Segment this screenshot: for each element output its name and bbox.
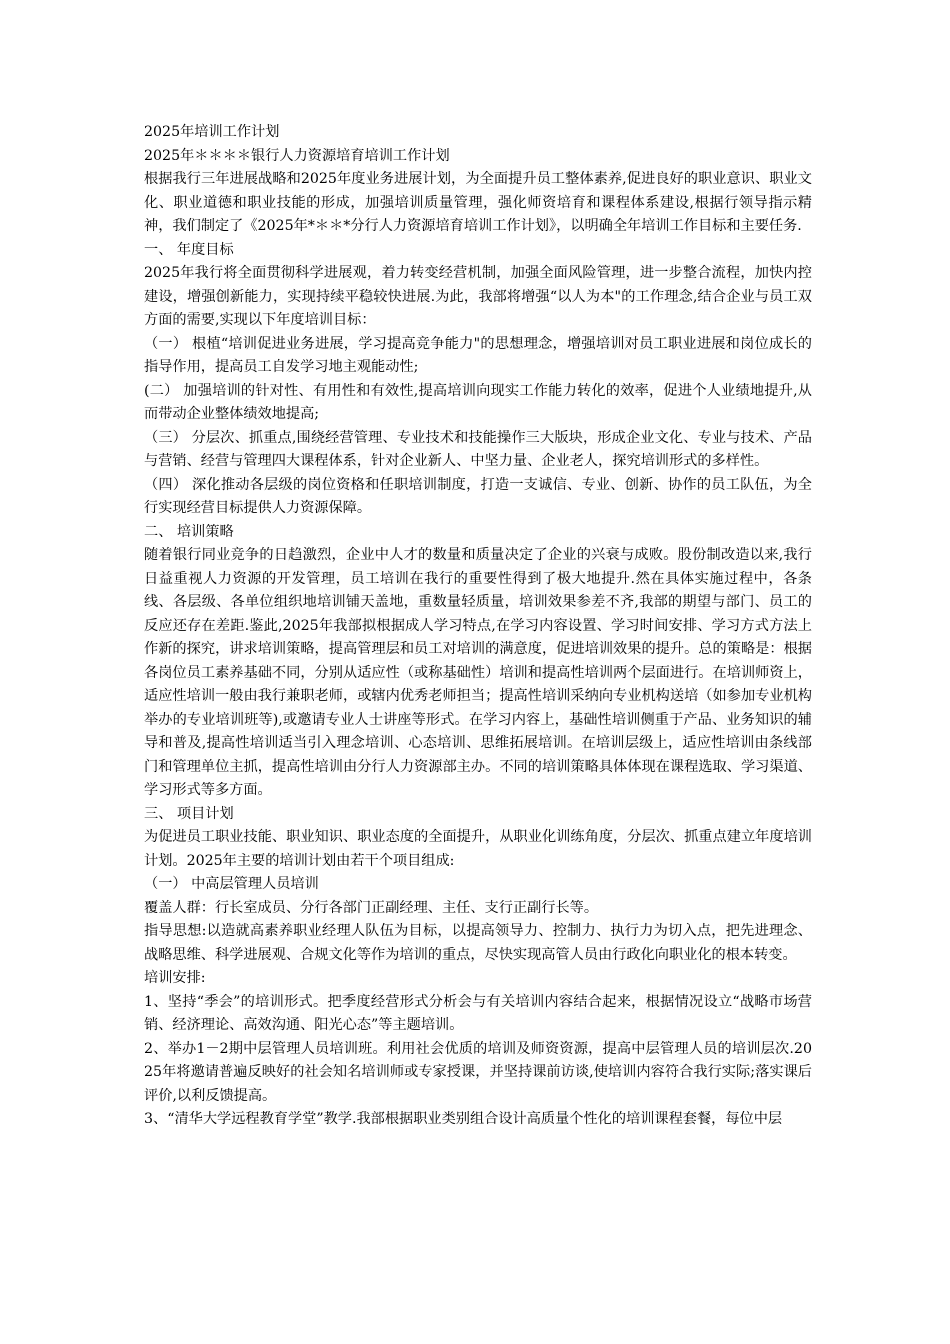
section-heading-project-plan: 三、 项目计划 <box>144 805 234 822</box>
arrangement-item-1: 1、坚持“季会”的培训形式。把季度经营形式分析会与有关培训内容结合起来，根据情况设立“战略市场营销、经济理论、高效沟通、阳光心态”等主题培训。 <box>144 993 812 1033</box>
project-plan-paragraph: 为促进员工职业技能、职业知识、职业态度的全面提升，从职业化训练角度，分层次、抓重点建立年度培训计划。2025年主要的培训计划由若干个项目组成: <box>144 829 812 869</box>
intro-paragraph: 根据我行三年进展战略和2025年度业务进展计划，为全面提升员工整体素养,促进良好的职业意识、职业文化、职业道德和职业技能的形成，加强培训质量管理，强化师资培育和课程体系建设,根据行领导指示精神，我们制定了《2025年*＊＊*分行人力资源培育培训工作计划》，以明确全年培训工作目标和主要任务. <box>144 171 812 234</box>
arrangement-item-2: 2、举办1－2期中层管理人员培训班。利用社会优质的培训及师资资源，提高中层管理人员的培训层次.2025年将邀请普遍反映好的社会知名培训师或专家授课，并坚持课前访谈,使培训内容符合我行实际;落实课后评价,以利反馈提高。 <box>144 1040 812 1104</box>
document-page <box>144 121 812 1132</box>
document-subtitle: 2025年＊＊＊＊银行人力资源培育培训工作计划 <box>144 147 450 164</box>
guiding-idea-paragraph: 指导思想:以造就高素养职业经理人队伍为目标，以提高领导力、控制力、执行力为切入点，把先进理念、战略思维、科学进展观、合规文化等作为培训的重点，尽快实现高管人员由行政化向职业化的根本转变。 <box>144 923 812 963</box>
goal-item-1: （一） 根植“培训促进业务进展，学习提高竞争能力"的思想理念，增强培训对员工职业进展和岗位成长的指导作用，提高员工自发学习地主观能动性; <box>144 335 812 375</box>
section-heading-annual-goals: 一、 年度目标 <box>144 241 234 258</box>
annual-goals-paragraph: 2025年我行将全面贯彻科学进展观，着力转变经营机制，加强全面风险管理，进一步整合流程，加快内控建设，增强创新能力，实现持续平稳较快进展.为此，我部将增强“以人为本"的工作理念,结合企业与员工双方面的需要,实现以下年度培训目标： <box>144 265 812 328</box>
section-heading-strategy: 二、 培训策略 <box>144 523 234 540</box>
project-item-1-heading: （一） 中高层管理人员培训 <box>144 876 319 892</box>
arrangement-item-3: 3、“清华大学远程教育学堂”教学.我部根据职业类别组合设计高质量个性化的培训课程套餐，每位中层 <box>144 1111 783 1127</box>
arrangement-heading: 培训安排: <box>144 970 206 986</box>
document-title: 2025年培训工作计划 <box>144 124 280 140</box>
goal-item-3: （三） 分层次、抓重点,围绕经营管理、专业技术和技能操作三大版块，形成企业文化、专业与技术、产品与营销、经营与管理四大课程体系，针对企业新人、中坚力量、企业老人，探究培训形式的多样性。 <box>144 429 812 469</box>
coverage-paragraph: 覆盖人群：行长室成员、分行各部门正副经理、主任、支行正副行长等。 <box>144 899 599 916</box>
goal-item-2: (二） 加强培训的针对性、有用性和有效性,提高培训向现实工作能力转化的效率，促进个人业绩地提升,从而带动企业整体绩效地提高; <box>144 382 812 422</box>
strategy-paragraph: 随着银行同业竞争的日趋激烈，企业中人才的数量和质量决定了企业的兴衰与成败。股份制改造以来,我行日益重视人力资源的开发管理，员工培训在我行的重要性得到了极大地提升.然在具体实施过程中，各条线、各层级、各单位组织地培训铺天盖地，重数量轻质量，培训效果参差不齐,我部的期望与部门、员工的反应还存在差距.鉴此,2025年我部拟根据成人学习特点,在学习内容设置、学习时间安排、学习方式方法上作新的探究，讲求培训策略，提高管理层和员工对培训的满意度，促进培训效果的提升。总的策略是：根据各岗位员工素养基础不同，分别从适应性（或称基础性）培训和提高性培训两个层面进行。在培训师资上，适应性培训一般由我行兼职老师，或辖内优秀老师担当；提高性培训采纳向专业机构送培（如参加专业机构举办的专业培训班等),或邀请专业人士讲座等形式。在学习内容上，基础性培训侧重于产品、业务知识的辅导和普及,提高性培训适当引入理念培训、心态培训、思维拓展培训。在培训层级上，适应性培训由条线部门和管理单位主抓，提高性培训由分行人力资源部主办。不同的培训策略具体体现在课程选取、学习渠道、学习形式等多方面。 <box>144 547 812 798</box>
goal-item-4: （四） 深化推动各层级的岗位资格和任职培训制度，打造一支诚信、专业、创新、协作的员工队伍，为全行实现经营目标提供人力资源保障。 <box>144 476 812 516</box>
